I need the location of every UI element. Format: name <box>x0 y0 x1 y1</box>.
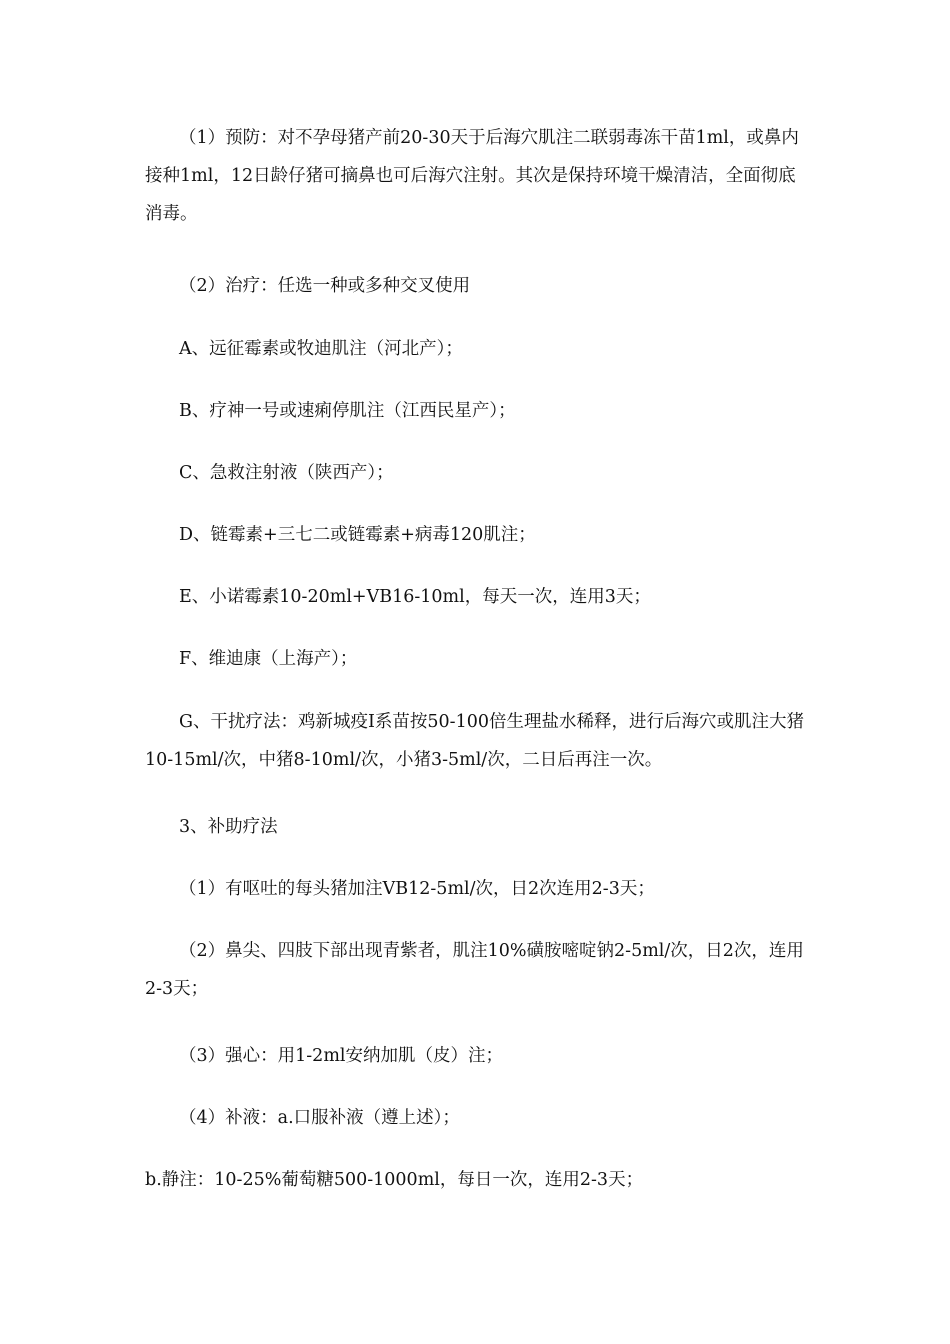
paragraph-supplementary-3: （3）强心：用1-2ml安纳加肌（皮）注； <box>179 1046 504 1066</box>
paragraph-option-c: C、急救注射液（陕西产）； <box>179 463 394 483</box>
paragraph-supplementary-4: （4）补液：a.口服补液（遵上述）； <box>179 1108 460 1128</box>
paragraph-option-e: E、小诺霉素10-20ml+VB16-10ml，每天一次，连用3天； <box>179 587 651 607</box>
paragraph-option-b: B、疗神一号或速痢停肌注（江西民星产）； <box>179 401 516 421</box>
paragraph-treatment-heading: （2）治疗：任选一种或多种交叉使用 <box>179 276 471 296</box>
paragraph-supplementary-1: （1）有呕吐的每头猪加注VB12-5ml/次，日2次连用2-3天； <box>179 879 655 899</box>
paragraph-option-f: F、维迪康（上海产）； <box>179 649 358 669</box>
paragraph-option-a: A、远征霉素或牧迪肌注（河北产）； <box>179 339 463 359</box>
paragraph-prevention: （1）预防：对不孕母猪产前20-30天于后海穴肌注二联弱毒冻干苗1ml，或鼻内接种1ml，12日龄仔猪可摘鼻也可后海穴注射。其次是保持环境干燥清洁，全面彻底消毒。 <box>145 128 799 224</box>
paragraph-option-d: D、链霉素+三七二或链霉素+病毒120肌注； <box>179 525 536 545</box>
paragraph-option-g: G、干扰疗法：鸡新城疫Ⅰ系苗按50-100倍生理盐水稀释，进行后海穴或肌注大猪10-15ml/次，中猪8-10ml/次，小猪3-5ml/次，二日后再注一次。 <box>145 712 804 770</box>
paragraph-supplementary-2: （2）鼻尖、四肢下部出现青紫者，肌注10%磺胺嘧啶钠2-5ml/次，日2次，连用2-3天； <box>145 941 804 999</box>
paragraph-supplementary-4b: b.静注：10-25%葡萄糖500-1000ml，每日一次，连用2-3天； <box>145 1170 644 1190</box>
paragraph-supplementary-heading: 3、补助疗法 <box>179 817 278 837</box>
